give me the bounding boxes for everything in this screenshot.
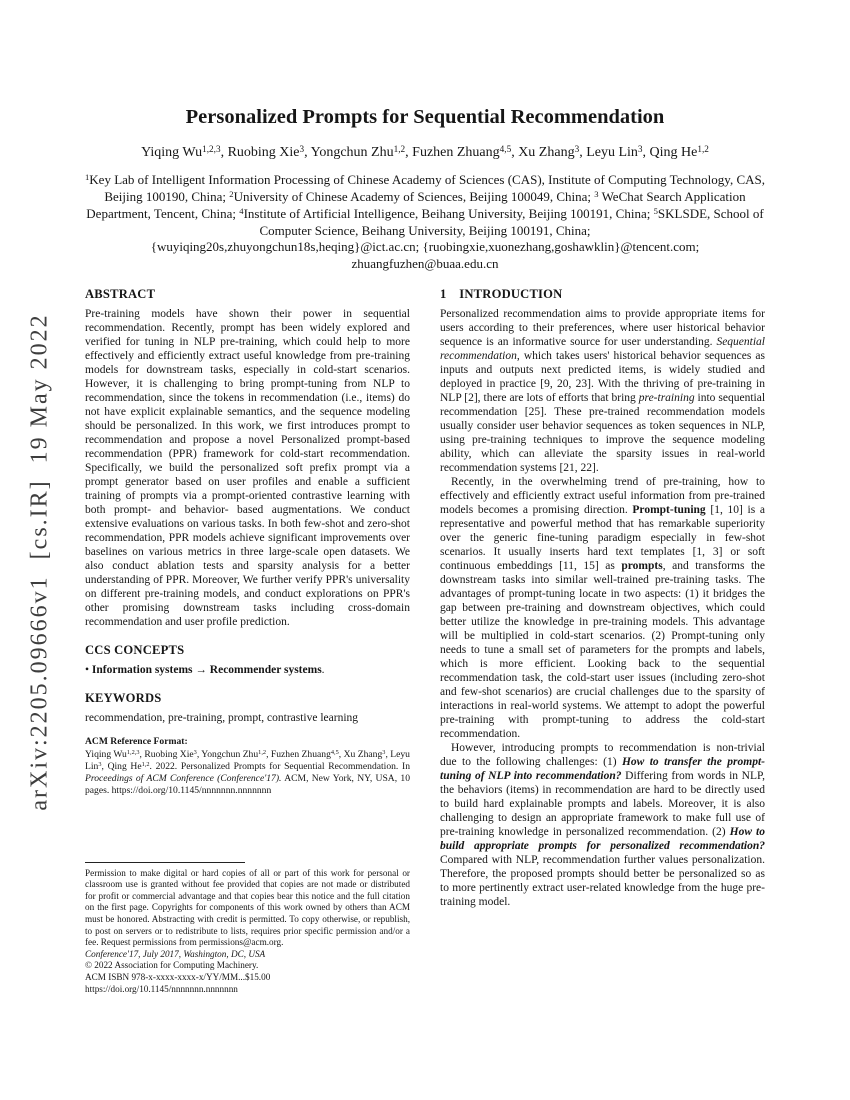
introduction-heading: 1 INTRODUCTION: [440, 287, 563, 302]
intro-paragraph-1: Personalized recommendation aims to provide appropriate items for users according to their preferences, where user historical behavior sequence is an informative source for user understanding. Sequential recommendation, which takes users' historical behavior sequences as inputs and outputs next predicted items, is widely studied and deployed in practice [9, 20, 23]. With the thriving of pre-training in NLP [2], there are lots of efforts that bring pre-training into sequential recommendation [25]. These pre-trained recommendation models usually consider user behavior sequences as token sequences in NLP, using pre-training techniques to improve the sequence modeling ability, which can alleviate the sparsity issues in real-world recommendation systems [21, 22].: [440, 308, 766, 475]
affiliations: $^1$Key Lab of Intelligent Information Processing of Chinese Academy of Sciences (CAS), Institute of Computing Technology, CAS, Beijing 100190, China; $^2$University of Chinese Academy of Sciences, Beijing 100049, China; $^3$ WeChat Search Application Department, Tencent, China; $^4$Institute of Artificial Intelligence, Beihang University, Beijing 100191, China; $^5$SKLSDE, School of Computer Science, Beihang University, Beijing 100191, China;: [85, 171, 765, 238]
keywords-text: recommendation, pre-training, prompt, contrastive learning: [85, 712, 359, 725]
acm-reference-heading: ACM Reference Format:: [85, 736, 188, 748]
email-line-2: zhuangfuzhen@buaa.edu.cn: [351, 256, 499, 272]
email-line-1: {wuyiqing20s,zhuyongchun18s,heqing}@ict.ac.cn; {ruobingxie,xuonezhang,goshawklin}@tencent.com;: [150, 239, 700, 255]
intro-paragraph-2: Recently, in the overwhelming trend of pre-training, how to effectively and efficiently extract useful information from pre-trained models becomes a promising direction. Prompt-tuning [1, 10] is a representative and powerful method that has remarkable superiority over the generic fine-tuning paradigm especially in few-shot scenarios. It usually inserts hard text templates [1, 3] or soft continuous embeddings [11, 15] as prompts, and transforms the downstream tasks into similar well-trained pre-training tasks. The advantages of prompt-tuning locate in two aspects: (1) it bridges the gap between pre-training and downstream objectives, which could better utilize the knowledge in pre-training models. This advantage will be multiplied in cold-start scenarios. (2) Prompt-tuning only needs to tune a small set of parameters for the prompts and labels, which is more efficient. Looking back to the sequential recommendation task, the cold-start user issues (including zero-shot and few-shot scenarios) are crucial challenges due to the sparsity of interactions in real-world systems. We attempt to adopt the powerful pre-training with prompt-tuning to address the cold-start recommendation.: [440, 476, 766, 741]
acm-reference-text: Yiqing Wu$^{1,2,3}$, Ruobing Xie$^3$, Yongchun Zhu$^{1,2}$, Fuzhen Zhuang$^{4,5}$, Xu Zhang$^3$, Leyu Lin$^3$, Qing He$^{1,2}$. 2022. Personalized Prompts for Sequential Recommendation. In Proceedings of ACM Conference (Conference'17). ACM, New York, NY, USA, 10 pages. https://doi.org/10.1145/nnnnnnn.nnnnnnn: [85, 749, 411, 796]
keywords-heading: KEYWORDS: [85, 691, 162, 706]
paper-header: [0, 0, 850, 273]
two-column-body: [0, 287, 850, 995]
abstract-heading: ABSTRACT: [85, 287, 156, 302]
ccs-text: • Information systems → Recommender systems.: [85, 664, 325, 677]
permission-notice: Permission to make digital or hard copies of all or part of this work for personal or classroom use is granted without fee provided that copies are not made or distributed for profit or commercial advantage and that copies bear this notice and the full citation on the first page. Copyrights for components of this work owned by others than ACM must be honored. Abstracting with credit is permitted. To copy otherwise, or republish, to post on servers or to redistribute to lists, requires prior specific permission and/or a fee. Request permissions from permissions@acm.org.: [85, 867, 410, 948]
isbn-line: ACM ISBN 978-x-xxxx-xxxx-x/YY/MM...$15.00: [85, 972, 271, 983]
doi-line: https://doi.org/10.1145/nnnnnnn.nnnnnnn: [85, 983, 238, 994]
author-line: Yiqing Wu$^{1,2,3}$, Ruobing Xie$^3$, Yongchun Zhu$^{1,2}$, Fuzhen Zhuang$^{4,5}$, Xu Zhang$^3$, Leyu Lin$^3$, Qing He$^{1,2}$: [141, 144, 709, 160]
right-column: [440, 287, 765, 995]
copyright-line: © 2022 Association for Computing Machinery.: [85, 960, 259, 971]
ccs-heading: CCS CONCEPTS: [85, 643, 185, 658]
intro-paragraph-3: However, introducing prompts to recommendation is non-trivial due to the following challenges: (1) How to transfer the prompt-tuning of NLP into recommendation? Differing from words in NLP, the behaviors (items) in recommendation are hard to be directly used to build hard explainable prompts and labels. Moreover, it is also challenging to design an appropriate framework to make full use of pre-training knowledge in personalized recommendation. (2) How to build appropriate prompts for personalized recommendation? Compared with NLP, recommendation further values personalization. Therefore, the proposed prompts should better be personalized so as to more pertinently extract user-related knowledge from the huge pre-training model.: [440, 742, 765, 909]
paper-title: Personalized Prompts for Sequential Recommendation: [185, 106, 665, 128]
left-column: [85, 287, 410, 995]
arxiv-watermark: arXiv:2205.09666v1 [cs.IR] 19 May 2022: [26, 313, 53, 811]
abstract-text: Pre-training models have shown their power in sequential recommendation. Recently, prompt has been widely explored and verified for tuning in NLP pre-training, which could help to more effectively and efficiently extract useful knowledge from pre-training models for downstream tasks, especially in cold-start scenarios. However, it is challenging to bring prompt-tuning from NLP to recommendation, since the tokens in recommendation (i.e., items) do not have explicit explainable semantics, and the sequence modeling should be personalized. In this work, we first introduces prompt to recommendation and propose a novel Personalized prompt-based recommendation (PPR) framework for cold-start recommendation. Specifically, we build the personalized soft prefix prompt via a prompt generator based on user profiles and enable a sufficient training of prompts via a prompt-oriented contrastive learning with both prompt- and behavior- based augmentations. We conduct extensive evaluations on various tasks. In both few-shot and zero-shot recommendation, PPR models achieve significant improvements over baselines on various metrics in three large-scale open datasets. We also conduct ablation tests and sparsity analysis for a better understanding of PPR. Moreover, We further verify PPR's universality on different pre-training models, and conduct explorations on PPR's other promising downstream tasks including cross-domain recommendation and user profile prediction.: [85, 308, 410, 629]
copyright-block: [85, 862, 410, 996]
conference-line: Conference'17, July 2017, Washington, DC, USA: [85, 948, 266, 959]
footnote-rule: [85, 862, 245, 863]
